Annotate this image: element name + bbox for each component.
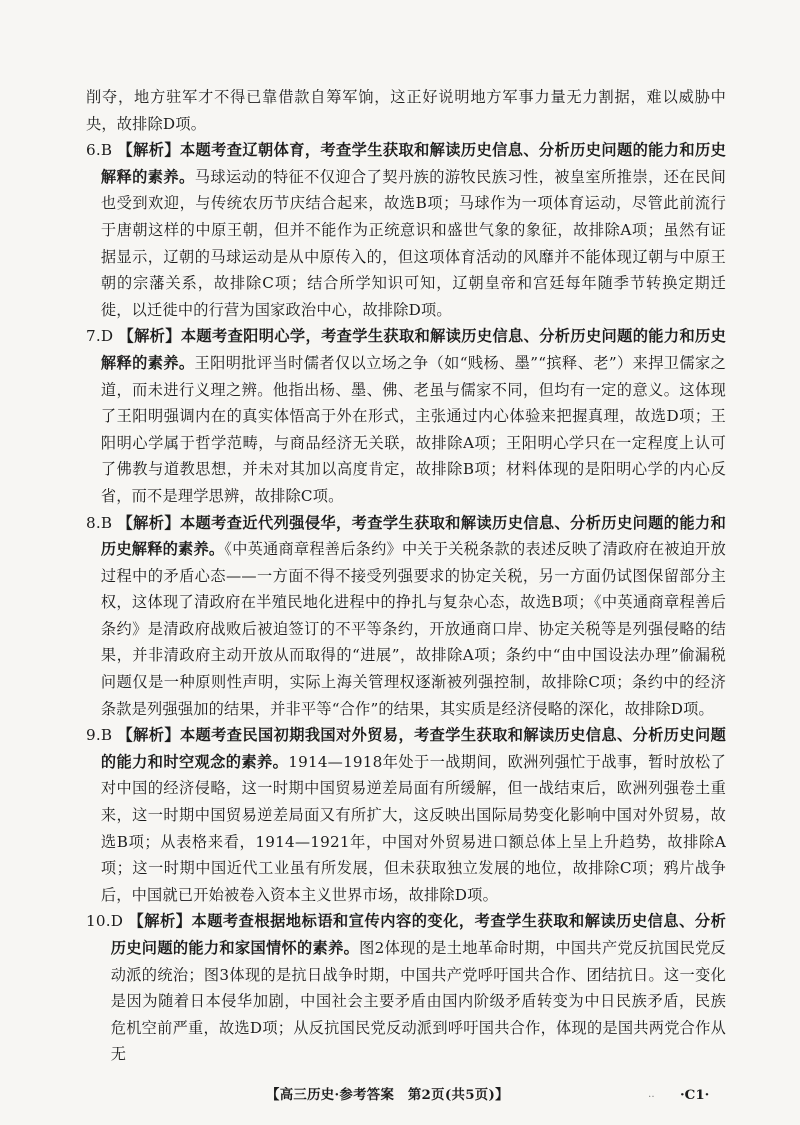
question-9	[86, 722, 726, 908]
analysis-tag: 【解析】	[117, 726, 180, 745]
analysis-body: 王阳明批评当时儒者仅以立场之争（如“贱杨、墨”“摈释、老”）来捍卫儒家之道，而未进行义理之辨。他指出杨、墨、佛、老虽与儒家不同，但均有一定的意义。这体现了王阳明强调内在的真实体悟高于外在形式，主张通过内心体验来把握真理，故选D项；王阳明心学属于哲学范畴，与商品经济无关联，故排除A项；王阳明心学只在一定程度上认可了佛教与道教思想，并未对其加以高度肯定，故排除B项；材料体现的是阳明心学的内心反省，而不是理学思辨，故排除C项。	[100, 353, 726, 505]
question-number: 10.	[86, 912, 111, 931]
question-8	[86, 510, 726, 723]
analysis-body: 图2体现的是土地革命时期，中国共产党反抗国民党反动派的统治；图3体现的是抗日战争时期，中国共产党呼吁国共合作、团结抗日。这一变化是因为随着日本侵华加剧，中国社会主要矛盾由国内阶级矛盾转变为中日民族矛盾，民族危机空前严重，故选D项；从反抗国民党反动派到呼吁国共合作，体现的是国共两党合作从无	[110, 939, 726, 1064]
footer-mark: ‥	[648, 1089, 655, 1100]
analysis-lead: 本题考查近代列强侵华，考查学生获取和解读历史信息、分析历史问题的能力和历史解释的素养。	[100, 513, 726, 559]
analysis-tag: 【解析】	[117, 141, 180, 160]
analysis-body: 《中英通商章程善后条约》中关于关税条款的表述反映了清政府在被迫开放过程中的矛盾心态——一方面不得不接受列强要求的协定关税，另一方面仍试图保留部分主权，这体现了清政府在半殖民地化进程中的挣扎与复杂心态，故选B项；《中英通商章程善后条约》是清政府战败后被迫签订的不平等条约，开放通商口岸、协定关税等是列强侵略的结果，并非清政府主动开放从而取得的“进展”，故排除A项；条约中“由中国设法办理”偷漏税问题仅是一种原则性声明，实际上海关管理权逐渐被列强控制，故排除C项；条约中的经济条款是列强强加的结果，并非平等“合作”的结果，其实质是经济侵略的深化，故排除D项。	[100, 540, 726, 718]
analysis-tag: 【解析】	[118, 327, 181, 346]
footer-page-info: 【高三历史·参考答案 第2页(共5页)】	[266, 1087, 509, 1103]
answer-letter: B	[100, 726, 113, 745]
analysis-tag: 【解析】	[128, 912, 192, 931]
question-7	[86, 323, 726, 509]
question-number: 7.	[86, 327, 101, 346]
analysis-body: 马球运动的特征不仅迎合了契丹族的游牧民族习性，被皇室所推崇，还在民间也受到欢迎，与传统农历节庆结合起来，故选B项；马球作为一项体育运动，尽管此前流行于唐朝这样的中原王朝，但并不能作为正统意识和盛世气象的象征，故排除A项；虽然有证据显示，辽朝的马球运动是从中原传入的，但这项体育活动的风靡并不能体现辽朝与中原王朝的宗藩关系，故排除C项；结合所学知识可知，辽朝皇帝和宫廷每年随季节转换定期迁徙，以迁徙中的行营为国家政治中心，故排除D项。	[100, 167, 726, 319]
intro-paragraph: 削夺，地方驻军才不得已靠借款自筹军饷，这正好说明地方军事力量无力割据，难以威胁中央，故排除D项。	[86, 88, 726, 133]
page-footer	[0, 1083, 800, 1107]
question-10	[86, 908, 726, 1068]
analysis-lead: 本题考查阳明心学，考查学生获取和解读历史信息、分析历史问题的能力和历史解释的素养。	[100, 327, 726, 372]
analysis-body: 1914—1918年处于一战期间，欧洲列强忙于战事，暂时放松了对中国的经济侵略，这一时期中国贸易逆差局面有所缓解，但一战结束后，欧洲列强卷土重来，这一时期中国贸易逆差局面又有所扩大，这反映出国际局势变化影响中国对外贸易，故选B项；从表格来看，1914—1921年，中国对外贸易进口额总体上呈上升趋势，故排除A项；这一时期中国近代工业虽有所发展，但未获取独立发展的地位，故排除C项；鸦片战争后，中国就已开始被卷入资本主义世界市场，故排除D项。	[100, 752, 726, 904]
footer-code: ·C1·	[680, 1087, 710, 1103]
question-number: 6.	[86, 141, 101, 160]
question-number: 8.	[86, 513, 101, 532]
question-6	[86, 137, 726, 323]
analysis-lead: 本题考查根据地标语和宣传内容的变化，考查学生获取和解读历史信息、分析历史问题的能力和家国情怀的素养。	[110, 912, 726, 957]
analysis-tag: 【解析】	[117, 513, 180, 532]
analysis-lead: 本题考查民国初期我国对外贸易，考查学生获取和解读历史信息、分析历史问题的能力和时空观念的素养。	[100, 726, 726, 771]
answer-letter: D	[110, 912, 124, 931]
answer-letter: B	[100, 141, 113, 160]
answer-letter: B	[100, 513, 113, 532]
question-number: 9.	[86, 726, 101, 745]
answer-letter: D	[100, 327, 114, 346]
analysis-lead: 本题考查辽朝体育，考查学生获取和解读历史信息、分析历史问题的能力和历史解释的素养。	[100, 141, 726, 186]
answer-content	[86, 84, 726, 1068]
